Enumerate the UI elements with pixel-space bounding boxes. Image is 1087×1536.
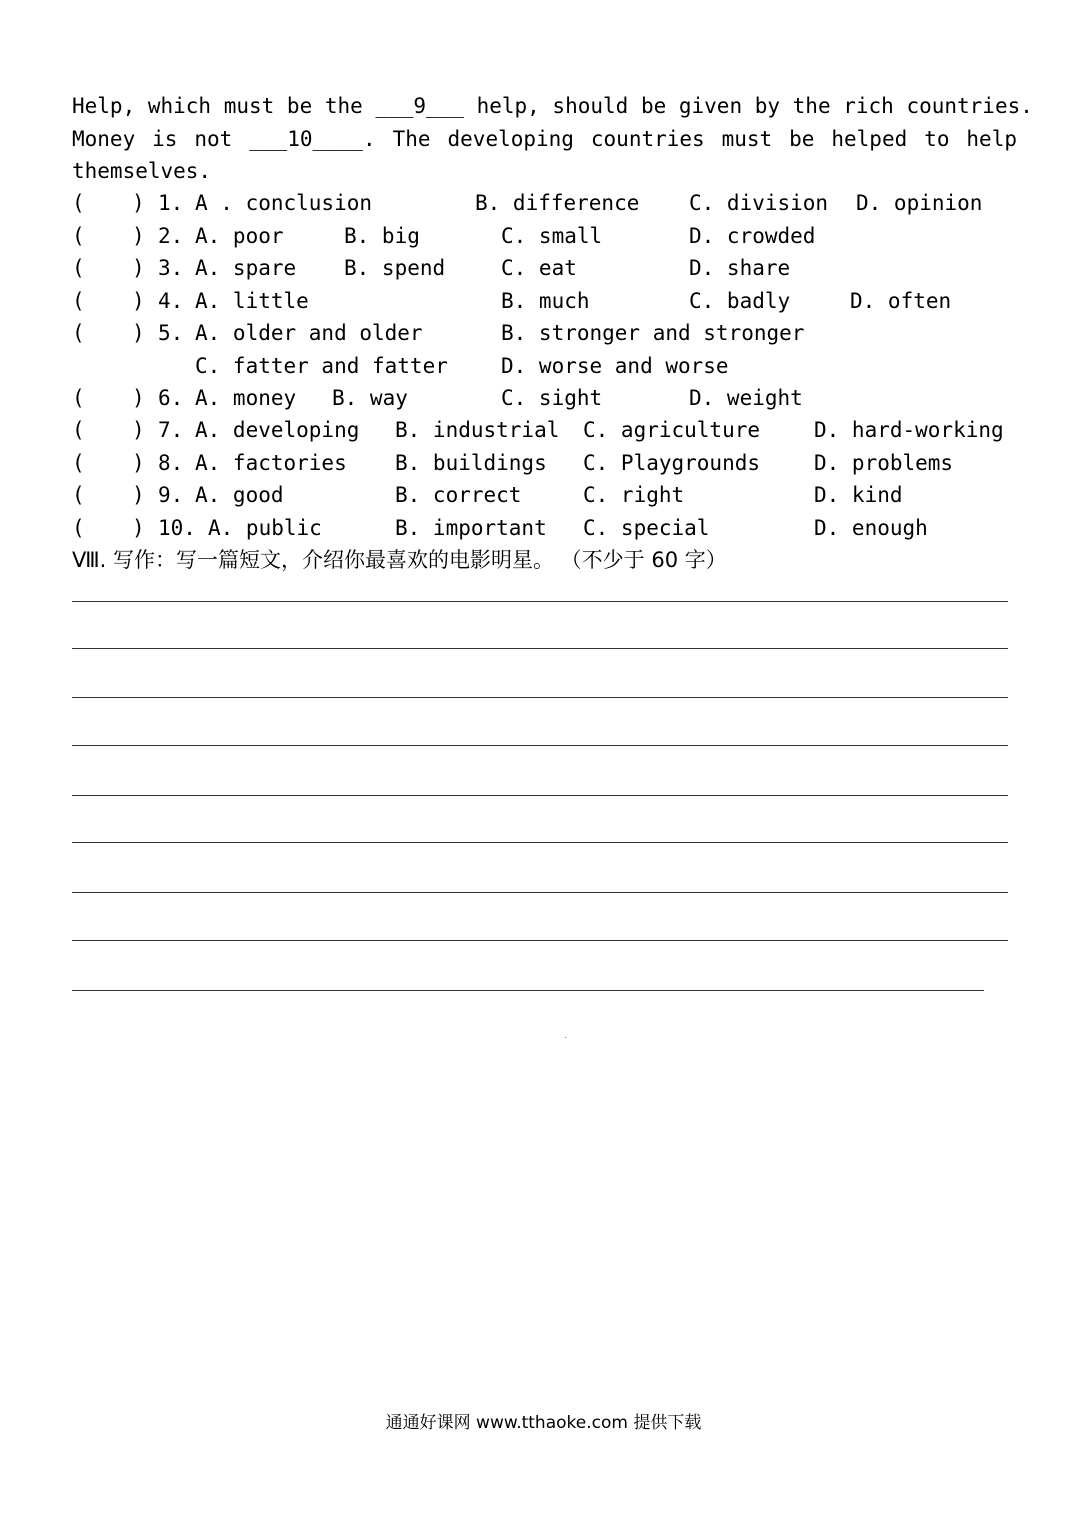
writing-line[interactable]: [72, 990, 984, 991]
option-c: C. small: [501, 224, 603, 248]
answer-bracket-close: ): [132, 516, 145, 540]
writing-line[interactable]: [72, 648, 1008, 649]
option-c: C. division: [689, 191, 829, 215]
option-c: C. eat: [501, 256, 577, 280]
writing-line[interactable]: [72, 601, 1008, 602]
option-b: B. important: [395, 516, 547, 540]
answer-bracket-open: (: [72, 386, 85, 410]
answer-bracket-close: ): [132, 483, 145, 507]
option-b: B. big: [344, 224, 420, 248]
question-number: 10.: [158, 516, 196, 540]
writing-line[interactable]: [72, 842, 1008, 843]
answer-bracket-open: (: [72, 191, 85, 215]
option-b: B. industrial: [395, 418, 560, 442]
option-d: D. enough: [814, 516, 928, 540]
option-b: B. way: [332, 386, 408, 410]
option-c: C. badly: [689, 289, 791, 313]
option-a: A . conclusion: [195, 191, 373, 215]
answer-bracket-close: ): [132, 224, 145, 248]
answer-bracket-close: ): [132, 256, 145, 280]
answer-bracket-open: (: [72, 256, 85, 280]
option-d: D. worse and worse: [501, 354, 729, 378]
answer-bracket-close: ): [132, 451, 145, 475]
question-number: 1.: [158, 191, 184, 215]
answer-bracket-close: ): [132, 289, 145, 313]
option-d: D. weight: [689, 386, 803, 410]
option-c: C. Playgrounds: [583, 451, 761, 475]
option-b: B. stronger and stronger: [501, 321, 805, 345]
question-number: 7.: [158, 418, 184, 442]
footer-credit: 通通好课网 www.tthaoke.com 提供下载: [385, 1413, 702, 1433]
answer-bracket-open: (: [72, 516, 85, 540]
answer-bracket-close: ): [132, 418, 145, 442]
stray-dot: [565, 1037, 566, 1038]
passage-line-3: themselves.: [72, 159, 212, 183]
option-c: C. sight: [501, 386, 603, 410]
question-number: 6.: [158, 386, 184, 410]
option-d: D. kind: [814, 483, 903, 507]
option-a: A. developing: [195, 418, 360, 442]
answer-bracket-open: (: [72, 483, 85, 507]
answer-bracket-open: (: [72, 451, 85, 475]
option-b: B. spend: [344, 256, 446, 280]
option-d: D. problems: [814, 451, 954, 475]
answer-bracket-open: (: [72, 418, 85, 442]
answer-bracket-close: ): [132, 191, 145, 215]
answer-bracket-open: (: [72, 224, 85, 248]
answer-bracket-open: (: [72, 321, 85, 345]
writing-line[interactable]: [72, 892, 1008, 893]
question-number: 5.: [158, 321, 184, 345]
writing-line[interactable]: [72, 745, 1008, 746]
answer-bracket-close: ): [132, 321, 145, 345]
question-number: 4.: [158, 289, 184, 313]
option-a: A. good: [195, 483, 284, 507]
option-a: A. little: [195, 289, 309, 313]
option-a: A. poor: [195, 224, 284, 248]
option-c: C. right: [583, 483, 685, 507]
option-a: A. factories: [195, 451, 347, 475]
option-a: A. public: [208, 516, 322, 540]
passage-line-2: Money is not ___10____. The developing countries must be helped to help: [72, 126, 1017, 151]
writing-line[interactable]: [72, 795, 1008, 796]
option-a: A. spare: [195, 256, 297, 280]
option-c: C. agriculture: [583, 418, 761, 442]
option-d: D. opinion: [856, 191, 983, 215]
option-d: D. crowded: [689, 224, 816, 248]
writing-line[interactable]: [72, 697, 1008, 698]
option-a: A. money: [195, 386, 297, 410]
question-number: 2.: [158, 224, 184, 248]
question-number: 9.: [158, 483, 184, 507]
answer-bracket-open: (: [72, 289, 85, 313]
passage-line-1: Help, which must be the ___9___ help, should be given by the rich countries.: [72, 94, 1033, 118]
option-b: B. difference: [475, 191, 640, 215]
writing-line[interactable]: [72, 940, 1008, 941]
question-number: 8.: [158, 451, 184, 475]
option-d: D. hard-working: [814, 418, 1004, 442]
writing-heading: Ⅷ. 写作：写一篇短文，介绍你最喜欢的电影明星。 （不少于 60 字）: [72, 548, 727, 572]
option-b: B. correct: [395, 483, 522, 507]
option-b: B. much: [501, 289, 590, 313]
option-c: C. special: [583, 516, 710, 540]
option-a: A. older and older: [195, 321, 423, 345]
option-b: B. buildings: [395, 451, 547, 475]
option-d: D. often: [850, 289, 952, 313]
option-c: C. fatter and fatter: [195, 354, 448, 378]
answer-bracket-close: ): [132, 386, 145, 410]
question-number: 3.: [158, 256, 184, 280]
option-d: D. share: [689, 256, 791, 280]
